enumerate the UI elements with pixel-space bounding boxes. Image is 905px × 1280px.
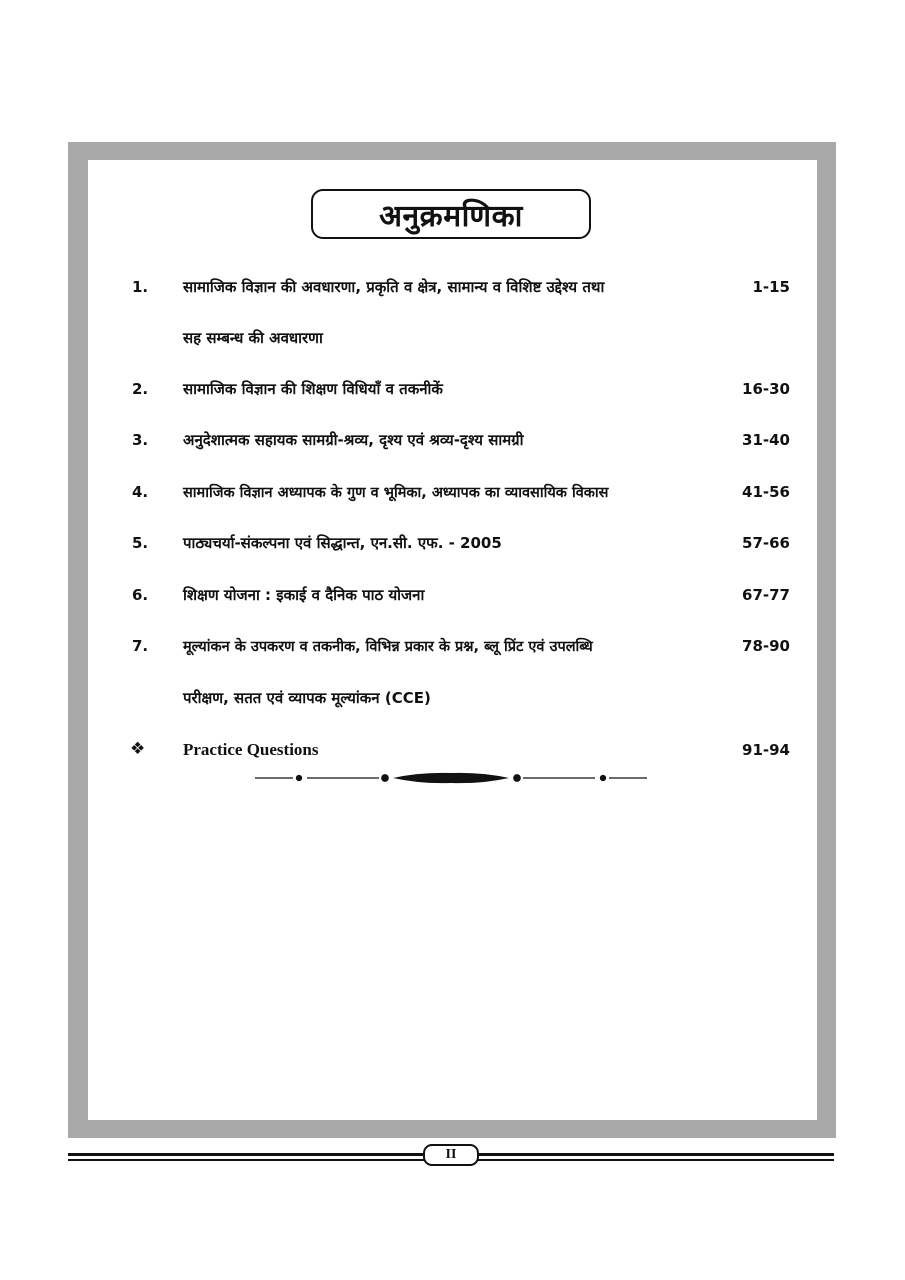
toc-title: अनुक्रमणिका xyxy=(379,198,523,234)
toc-entry-1[interactable] xyxy=(0,272,905,302)
entry-pages: 67-77 xyxy=(742,586,790,604)
entry-title-cont: सह सम्बन्ध की अवधारणा xyxy=(183,329,323,347)
toc-entry-practice[interactable] xyxy=(0,735,905,765)
entry-number: 4. xyxy=(132,483,149,501)
entry-number: 6. xyxy=(132,586,149,604)
entry-pages: 91-94 xyxy=(742,741,790,759)
toc-entry-3[interactable] xyxy=(0,425,905,455)
ornament-divider-icon xyxy=(255,768,647,788)
entry-pages: 31-40 xyxy=(742,431,790,449)
entry-pages: 1-15 xyxy=(752,278,790,296)
entry-title: सामाजिक विज्ञान अध्यापक के गुण व भूमिका, अध्यापक का व्यावसायिक विकास xyxy=(183,485,609,501)
entry-number: 2. xyxy=(132,380,149,398)
entry-title: शिक्षण योजना : इकाई व दैनिक पाठ योजना xyxy=(183,586,425,604)
toc-entry-5[interactable] xyxy=(0,528,905,558)
toc-entry-7[interactable] xyxy=(0,631,905,661)
entry-number: 3. xyxy=(132,431,149,449)
toc-title-box xyxy=(311,189,591,239)
entry-title: अनुदेशात्मक सहायक सामग्री-श्रव्य, दृश्य एवं श्रव्य-दृश्य सामग्री xyxy=(183,431,524,449)
page-number: II xyxy=(423,1144,479,1166)
toc-entry-1-cont xyxy=(0,323,905,353)
toc-entry-4[interactable] xyxy=(0,477,905,507)
entry-title: सामाजिक विज्ञान की अवधारणा, प्रकृति व क्षेत्र, सामान्य व विशिष्ट उद्देश्य तथा xyxy=(183,278,605,296)
entry-pages: 57-66 xyxy=(742,534,790,552)
entry-number: 7. xyxy=(132,637,149,655)
entry-title: Practice Questions xyxy=(183,740,319,759)
entry-pages: 16-30 xyxy=(742,380,790,398)
diamond-bullet-icon: ❖ xyxy=(130,739,146,759)
entry-number: 1. xyxy=(132,278,149,296)
entry-pages: 78-90 xyxy=(742,637,790,655)
toc-entry-6[interactable] xyxy=(0,580,905,610)
toc-entry-2[interactable] xyxy=(0,374,905,404)
entry-title-cont: परीक्षण, सतत एवं व्यापक मूल्यांकन (CCE) xyxy=(183,689,431,707)
entry-title: पाठ्यचर्या-संकल्पना एवं सिद्धान्त, एन.सी. एफ. - 2005 xyxy=(183,534,502,552)
entry-number: 5. xyxy=(132,534,149,552)
entry-title: सामाजिक विज्ञान की शिक्षण विधियाँ व तकनीकें xyxy=(183,380,443,398)
entry-title: मूल्यांकन के उपकरण व तकनीक, विभिन्न प्रकार के प्रश्न, ब्लू प्रिंट एवं उपलब्धि xyxy=(183,639,593,655)
entry-pages: 41-56 xyxy=(742,483,790,501)
toc-entry-7-cont xyxy=(0,683,905,713)
